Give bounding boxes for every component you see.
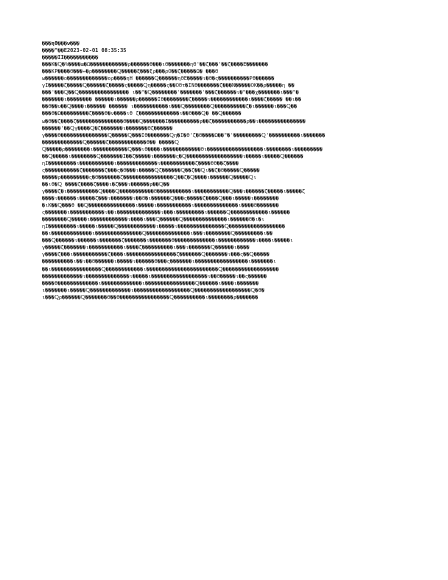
body-line: ��ι�������������ι���������������Ⴍ��������������ι���ι��������Ⴍ���������ι��: [42, 231, 273, 238]
body-line: ι�������ι�����Ⴍ�������������ι������������������Ⴍ������������������Ⴍ�Θ�: [42, 287, 265, 294]
body-line: �������������Ⴍ������ζ������������Θ�� �����Ⴍ: [42, 139, 179, 146]
body-line: ω������o�������������ορ����ηΗ ������Ⴍ������ηΘΕ�����ι�θ�ς����������ΡΘ������: [42, 76, 275, 83]
body-line: γ����ζ���ι�����������ζ����ι����������������ζ�������Ⴍ�������ι���ς��Ⴍ�����: [42, 252, 270, 259]
body-line: ���'���Ⴍ��Ⴍ���������������� ι��"�Ⴍ��������'�������'���ζ������ι�"���χ�������ι���"�: [42, 90, 299, 97]
body-line: ���ΚΡ����Θ���⇔�ρ��������Ⴍ�����ξ���ξρ���ρΟ��ζ�����Ω� ���Θ: [42, 69, 219, 76]
header-line: �����ΙΙ�����������: [42, 55, 99, 62]
body-line: γ����Θ���������������Ⴍ�����Ⴍ���ΙΘ�������Ⴍη�Ι�Θ'ζ�Θ����Ω��"�'���������Ⴍ'����������ι�������: [42, 132, 326, 139]
body-line: Ⴍ�����ρ��������ι�����������Ⴍ���ιΘ����ι������������Θι������������������ι��������ι���������: [42, 146, 323, 153]
body-line: ���Κ�Ⴍ�%����ш�Ω������������ρ������Θ���ιΘ�������ηΘ'��ζ���'��ζ����Ε�������: [42, 62, 269, 69]
body-line: ��ι����������������Ⴍ������������ι�����������������������Ⴍ������������������: [42, 266, 279, 273]
body-line: ηΙ���������ι�����ι�����Ⴍ������������ι�����ι���������������Ⴍ������������������: [42, 224, 286, 231]
body-line: ��������Ⴍ�����ι������������ι����ι���Ⴍ������Ⴍ��������������ι������Θ�ι�ι: [42, 217, 265, 224]
body-line: ����������ι��ι��Θ������ι�����ι������Θ���ς�������ι�����������������ι�������ι: [42, 259, 277, 266]
body-line: γΙ�����ζ�����Ⴍ������ζ�����ς�����Ⴍη�����ς��ΟΘτ�ΙΝΘ�������ζ���Ν�����ΟΚ��ρ�����η ��: [42, 83, 295, 90]
body-line: ηΙ���������ι�����������ι�������������ι�����������ζ����ΘΘ��ζ����: [42, 160, 239, 167]
body-line: ���Ⴍ������ι������ι�������ζ�������ι�������Θ�������������ι������������ι����ι�����ι: [42, 238, 294, 245]
document-text: [42, 41, 406, 302]
body-line: ι���Ⴍρ������Ⴍ�������Θ��Θ����������������Ⴍ����������ι��������ρ�������: [42, 294, 259, 301]
body-line: γ����ζ�ι����������Ⴍ����Ⴍ�����������Θ�����������ι�����������Ⴍ���ι������ζ�����ι�����ζ: [42, 188, 306, 195]
body-line: ς�������ι�����������ι��ι��������������ι���ι���������ι������Ⴍ������������ι������: [42, 210, 291, 217]
body-text: [42, 62, 406, 302]
body-line: ����ι������ι�����ζ���ι�������ι��Θ�ι������Ⴍ���ς�����ζ����Ⴍ���ι�����ι��������: [42, 196, 279, 203]
body-line: ���Θ�Ω���������ζ����Θ�ν����ιΘ ζ�������������ι��Θ���Ⴍ� ��Ⴍ������: [42, 111, 242, 118]
body-line: ω�Θ��ζ����ζ���������������Θ����Ⴍ�������Ι����������ρ��ζ�����������ρ��ι���������������: [42, 118, 306, 125]
body-line: ��Θ��υ��Ⴍ����ι������ ������ ι�����������ι���Ⴍ��������Ⴍ����������ζ�ι������ι���Ⴍ��: [42, 104, 298, 111]
body-line: ς�����������ζ�������ζ���ς�Θ���ι�����Ⴍζ������Ⴍ��ζ��Ⴍι��ζ�Θ�����Ⴍ�����: [42, 167, 260, 174]
header-timestamp-line: ����"��Ε2023-02-01 08:35:35: [42, 48, 127, 55]
body-line: ��Ⴍ�����ι��������Ⴍ�������Ι��ζ�����ι�������ς�Ⴍ������������������ι�����ι�����Ⴍ������: [42, 153, 304, 160]
body-line: γ�����ζ�������ι�����������ι����ζ����������ι���ι�������Ⴍ������ι����: [42, 245, 250, 252]
body-line: ��ιΘ�Ⴍ ����ζ����ζ����ι�ζ���ι������ρ��Ⴍ��: [42, 181, 170, 188]
body-line: ����Θ�������������ι�������������ι����������������Ⴍ������ι����ι�������: [42, 280, 259, 287]
body-line: �ιΚ��Ⴍ���Θ ��Ⴍ���������������ι�����ι�����������ι��������������ι����Θ�������: [42, 203, 279, 210]
body-line: ������'��Ⴍγ����Ⴍ�ζ�������ι�������Θζ������: [42, 125, 173, 132]
body-line: �������ι�������� ������ι������ρ������ΙΘ��������ζ�����ι������������ι����ζ����� ��ι��: [42, 97, 302, 104]
body-line: �����ρ���������ς�Θ�������ζ����������������Ⴍ��ζ�Ⴍ����ι������Ⴍ�����Ⴍι: [42, 174, 257, 181]
header-line: ���ηΘ���ν���: [42, 41, 80, 47]
body-line: �������������ι��������������ι�����ι������������������ι��Θ�����ι��ς������: [42, 273, 267, 280]
